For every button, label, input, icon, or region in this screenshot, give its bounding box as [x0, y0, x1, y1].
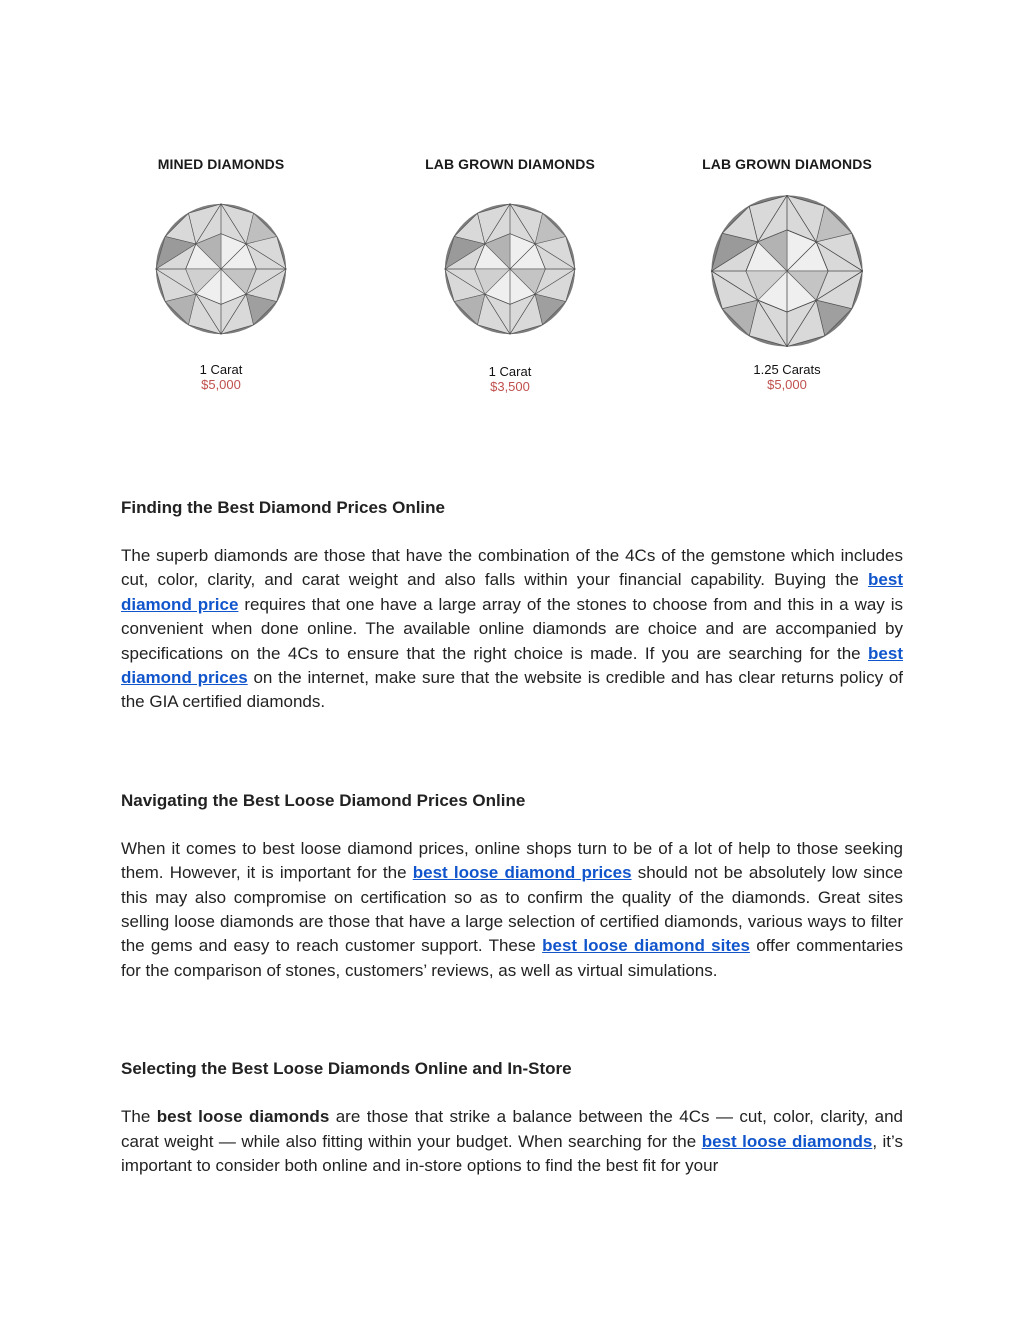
- paragraph-text: requires that one have a large array of the stones to choose from and this in a way is convenient when done online. The available online diamonds are choice and are accompanied by specifications on the 4Cs to ensure that the right choice is made. If you are searching for the: [121, 594, 904, 663]
- best-diamond-price-link[interactable]: best diamond price: [121, 570, 903, 614]
- section-heading: Finding the Best Diamond Prices Online: [121, 498, 445, 517]
- lab-grown-large-diamond-column: [677, 156, 897, 392]
- paragraph-text: should not be absolutely low since this may also compromise on certification so as to confirm the quality of the diamonds. Great sites selling loose diamonds are those that have a large selection of certified diamonds, various ways to filter the gems and easy to reach customer support. These: [121, 863, 903, 956]
- diamond-image: [146, 194, 296, 344]
- mined-diamond-column: [111, 156, 331, 392]
- section-heading: Selecting the Best Loose Diamonds Online and In-Store: [121, 1059, 572, 1079]
- carat-label: 1.25 Carats: [753, 362, 821, 377]
- best-loose-diamonds-link[interactable]: best loose diamonds: [701, 1131, 873, 1151]
- paragraph-text: offer commentaries for the comparison of stones, customers’ reviews, as well as virtual simulations.: [121, 936, 903, 980]
- article-body: [121, 496, 903, 1179]
- diamond-comparison-figure: [0, 0, 1024, 420]
- diamond-image: [435, 194, 585, 344]
- price-label: $3,500: [490, 379, 530, 394]
- best-loose-diamond-prices-link[interactable]: best loose diamond prices: [412, 863, 632, 883]
- section-paragraph: [121, 837, 903, 983]
- section-heading: Navigating the Best Loose Diamond Prices Online: [121, 790, 526, 810]
- paragraph-text: are those that strike a balance between the 4Cs — cut, color, clarity, and carat weight — while also fitting within your budget. When searching for the: [121, 1107, 903, 1151]
- column-title: MINED DIAMONDS: [157, 156, 285, 172]
- paragraph-text: on the internet, make sure that the website is credible and has clear returns policy of the GIA certified diamonds.: [121, 668, 904, 712]
- section-paragraph: [121, 1105, 903, 1178]
- carat-label: 1 Carat: [199, 362, 243, 377]
- price-label: $5,000: [201, 377, 241, 392]
- bold-phrase: best loose diamonds: [156, 1107, 330, 1127]
- lab-grown-diamond-column: [400, 156, 620, 394]
- column-title: LAB GROWN DIAMONDS: [702, 156, 872, 172]
- paragraph-text: , it’s important to consider both online and in-store options to find the best fit for your: [121, 1131, 903, 1176]
- diamond-image: [702, 186, 872, 356]
- paragraph-text: The superb diamonds are those that have the combination of the 4Cs of the gemstone which includes cut, color, clarity, and carat weight and also falls within your financial capability. Buying the: [121, 546, 903, 590]
- section-paragraph: [121, 544, 903, 715]
- paragraph-text: The: [121, 1107, 157, 1127]
- best-diamond-prices-link[interactable]: best diamond prices: [121, 643, 903, 688]
- carat-label: 1 Carat: [488, 364, 532, 379]
- price-label: $5,000: [767, 377, 807, 392]
- best-loose-diamond-sites-link[interactable]: best loose diamond sites: [542, 936, 750, 956]
- column-title: LAB GROWN DIAMONDS: [425, 156, 595, 172]
- paragraph-text: When it comes to best loose diamond prices, online shops turn to be of a lot of help to those seeking them. However, it is important for the: [121, 838, 903, 883]
